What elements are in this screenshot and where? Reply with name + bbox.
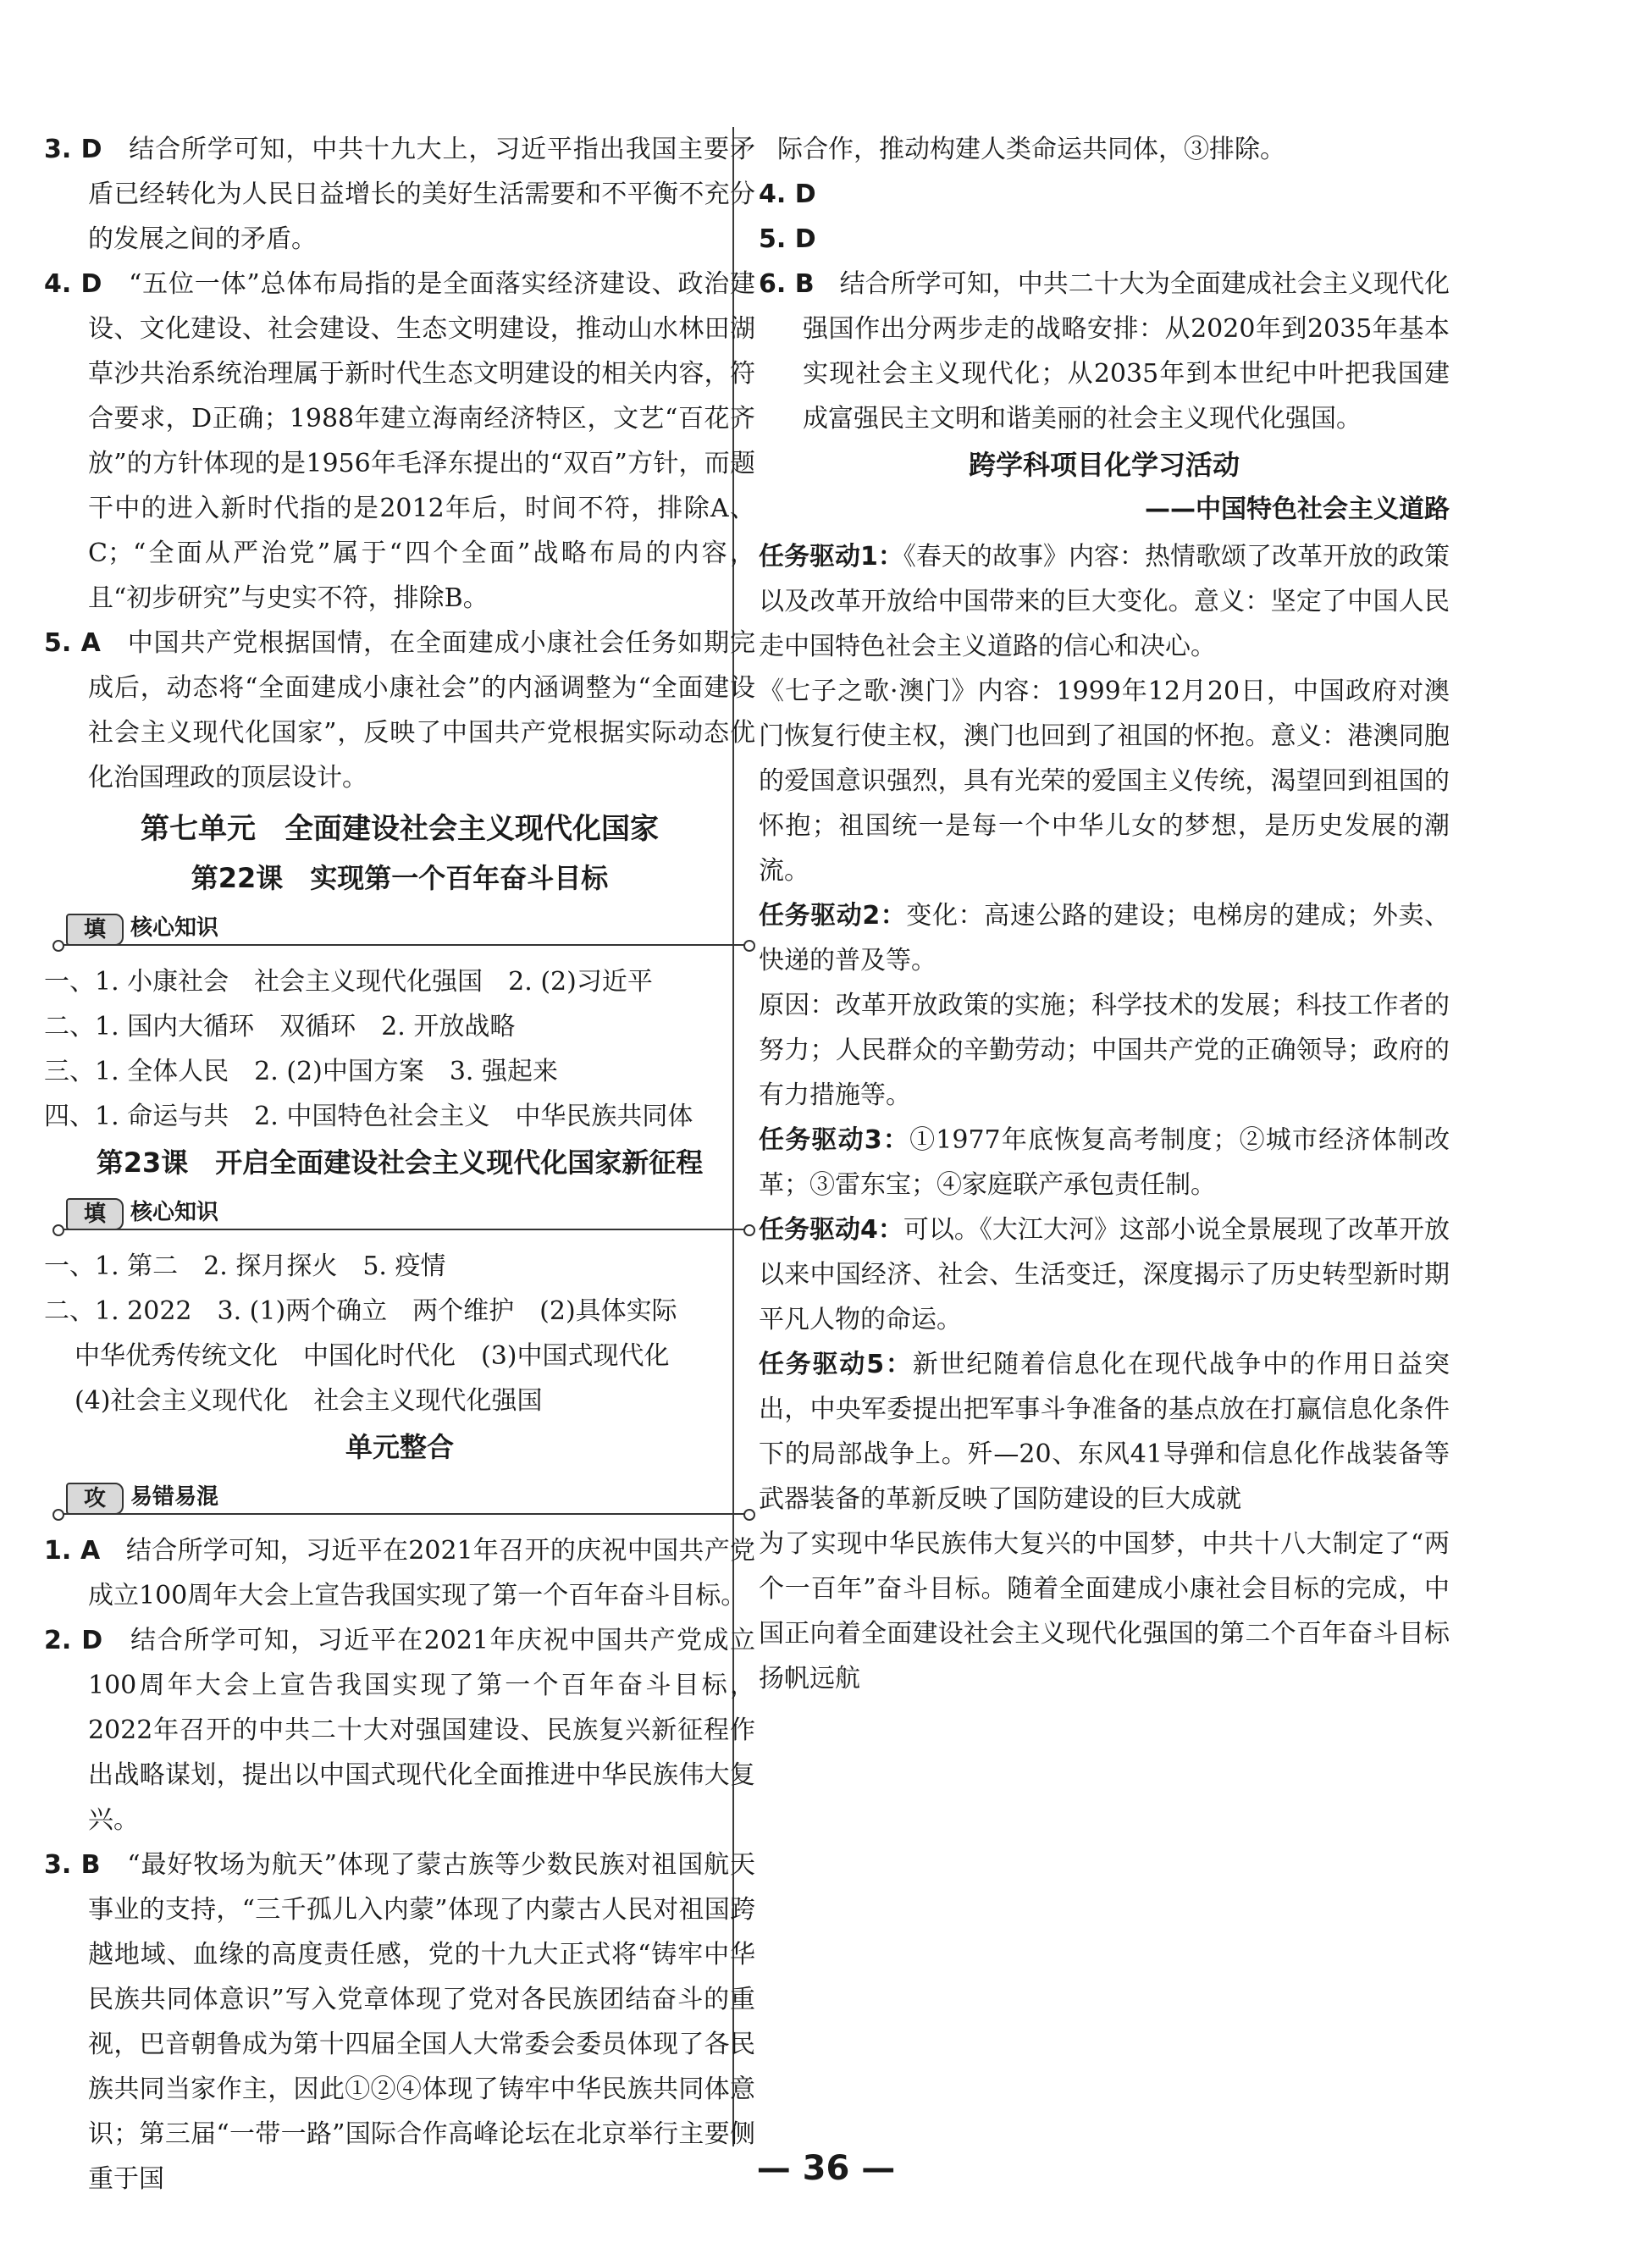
section-underline (59, 944, 749, 946)
section-underline (59, 1513, 749, 1515)
left-column (44, 127, 755, 2202)
lesson23-line: 中华优秀传统文化 中国化时代化 (3)中国式现代化 (75, 1341, 670, 1371)
lesson22-line: 三、1. 全体人民 2. (2)中国方案 3. 强起来 (44, 1057, 558, 1086)
final-paragraph: 为了实现中华民族伟大复兴的中国梦，中共十八大制定了“两个一百年”奋斗目标。随着全面建成小康社会目标的完成，中国正向着全面建设社会主义现代化强国的第二个百年奋斗目标扬帆远航 (759, 1529, 1450, 1693)
answer-5-summary: 5. D (759, 224, 816, 254)
answer-3-summary: 3. B “最好牧场为航天”体现了蒙古族等少数民族对祖国航天事业的支持，“三千孤儿入内蒙”体现了内蒙古人民对祖国跨越地域、血缘的高度责任感，党的十九大正式将“铸牢中华民族共同体意识”写入党章体现了党对各民族团结奋斗的重视，巴音朝鲁成为第十四届全国人大常委会委员体现了各民族共同当家作主，因此①②④体现了铸牢中华民族共同体意识；第三届“一带一路”国际合作高峰论坛在北京举行主要侧重于国 (44, 1850, 755, 2194)
answer-2-summary: 2. D 结合所学可知，习近平在2021年庆祝中国共产党成立100周年大会上宣告我国实现了第一个百年奋斗目标，2022年召开的中共二十大对强国建设、民族复兴新征程作出战略谋划，提出以中国式现代化全面推进中华民族伟大复兴。 (44, 1626, 756, 1835)
lesson22-line: 二、1. 国内大循环 双循环 2. 开放战略 (44, 1012, 516, 1041)
lesson22-line: 一、1. 小康社会 社会主义现代化强国 2. (2)习近平 (44, 967, 653, 997)
task-1-song2: 《七子之歌·澳门》内容：1999年12月20日，中国政府对澳门恢复行使主权，澳门也回到了祖国的怀抱。意义：港澳同胞的爱国意识强烈，具有光荣的爱国主义传统，渴望回到祖国的怀抱；祖国统一是每一个中华儿女的梦想，是历史发展的潮流。 (759, 677, 1450, 886)
answer-3-unit6: 3. D 结合所学可知，中共十九大上，习近平指出我国主要矛盾已经转化为人民日益增长的美好生活需要和不平衡不充分的发展之间的矛盾。 (44, 135, 756, 254)
right-column (759, 127, 1450, 1701)
section-label: 核心知识 (130, 915, 219, 941)
answer-1-summary: 1. A 结合所学可知，习近平在2021年召开的庆祝中国共产党成立100周年大会上宣告我国实现了第一个百年奋斗目标。 (44, 1536, 756, 1610)
section-underline (59, 1229, 749, 1230)
task-4: 任务驱动4：可以。《大江大河》这部小说全景展现了改革开放以来中国经济、社会、生活变迁，深度揭示了历史转型新时期平凡人物的命运。 (759, 1215, 1450, 1334)
section-bar-core-knowledge (44, 1193, 755, 1235)
lesson22-line: 四、1. 命运与共 2. 中国特色社会主义 中华民族共同体 (44, 1102, 693, 1131)
section-label: 易错易混 (130, 1484, 219, 1510)
section-tag: 填 (66, 914, 124, 946)
section-bar-error-prone (44, 1478, 755, 1520)
task-3: 任务驱动3：①1977年底恢复高考制度；②城市经济体制改革；③雷东宝；④家庭联产承包责任制。 (759, 1125, 1450, 1200)
lesson23-line: 一、1. 第二 2. 探月探火 5. 疫情 (44, 1251, 446, 1281)
lesson23-line: (4)社会主义现代化 社会主义现代化强国 (75, 1386, 543, 1416)
answer-3-continued: 际合作，推动构建人类命运共同体，③排除。 (777, 135, 1285, 164)
section-bar-core-knowledge (44, 909, 755, 951)
task-2-reason: 原因：改革开放政策的实施；科学技术的发展；科技工作者的努力；人民群众的辛勤劳动；中国共产党的正确领导；政府的有力措施等。 (759, 991, 1450, 1110)
unit-title: 第七单元 全面建设社会主义现代化国家 (141, 812, 659, 846)
task-5: 任务驱动5：新世纪随着信息化在现代战争中的作用日益突出，中央军委提出把军事斗争准备的基点放在打赢信息化条件下的局部战争上。歼—20、东风41导弹和信息化作战装备等武器装备的革新反映了国防建设的巨大成就 (759, 1350, 1450, 1514)
section-tag: 攻 (66, 1483, 124, 1515)
task-1: 任务驱动1：《春天的故事》内容：热情歌颂了改革开放的政策以及改革开放给中国带来的巨大变化。意义：坚定了中国人民走中国特色社会主义道路的信心和决心。 (759, 542, 1450, 661)
section-label: 核心知识 (130, 1200, 219, 1225)
task-2: 任务驱动2：变化：高速公路的建设；电梯房的建成；外卖、快递的普及等。 (759, 901, 1450, 975)
answer-6-summary: 6. B 结合所学可知，中共二十大为全面建成社会主义现代化强国作出分两步走的战略安排：从2020年到2035年基本实现社会主义现代化；从2035年到本世纪中叶把我国建成富强民主文明和谐美丽的社会主义现代化强国。 (759, 269, 1450, 434)
page-number: — 36 — (756, 2149, 896, 2188)
answer-4-summary: 4. D (759, 180, 816, 209)
answer-5-unit6: 5. A 中国共产党根据国情，在全面建成小康社会任务如期完成后，动态将“全面建成小康社会”的内涵调整为“全面建设社会主义现代化国家”，反映了中国共产党根据实际动态优化治国理政的顶层设计。 (44, 628, 756, 793)
unit-summary-title: 单元整合 (345, 1431, 454, 1463)
activity-subtitle: ——中国特色社会主义道路 (1145, 494, 1450, 524)
activity-title: 跨学科项目化学习活动 (968, 449, 1240, 481)
section-tag: 填 (66, 1198, 124, 1230)
lesson23-line: 二、1. 2022 3. (1)两个确立 两个维护 (2)具体实际 (44, 1296, 677, 1326)
lesson-22-title: 第22课 实现第一个百年奋斗目标 (191, 862, 609, 894)
answer-4-unit6: 4. D “五位一体”总体布局指的是全面落实经济建设、政治建设、文化建设、社会建设、生态文明建设，推动山水林田湖草沙共治系统治理属于新时代生态文明建设的相关内容，符合要求，D正确；1988年建立海南经济特区，文艺“百花齐放”的方针体现的是1956年毛泽东提出的“双百”方针，而题干中的进入新时代指的是2012年后，时间不符，排除A、C；“全面从严治党”属于“四个全面”战略布局的内容，且“初步研究”与史实不符，排除B。 (44, 269, 755, 613)
lesson-23-title: 第23课 开启全面建设社会主义现代化国家新征程 (96, 1146, 704, 1179)
